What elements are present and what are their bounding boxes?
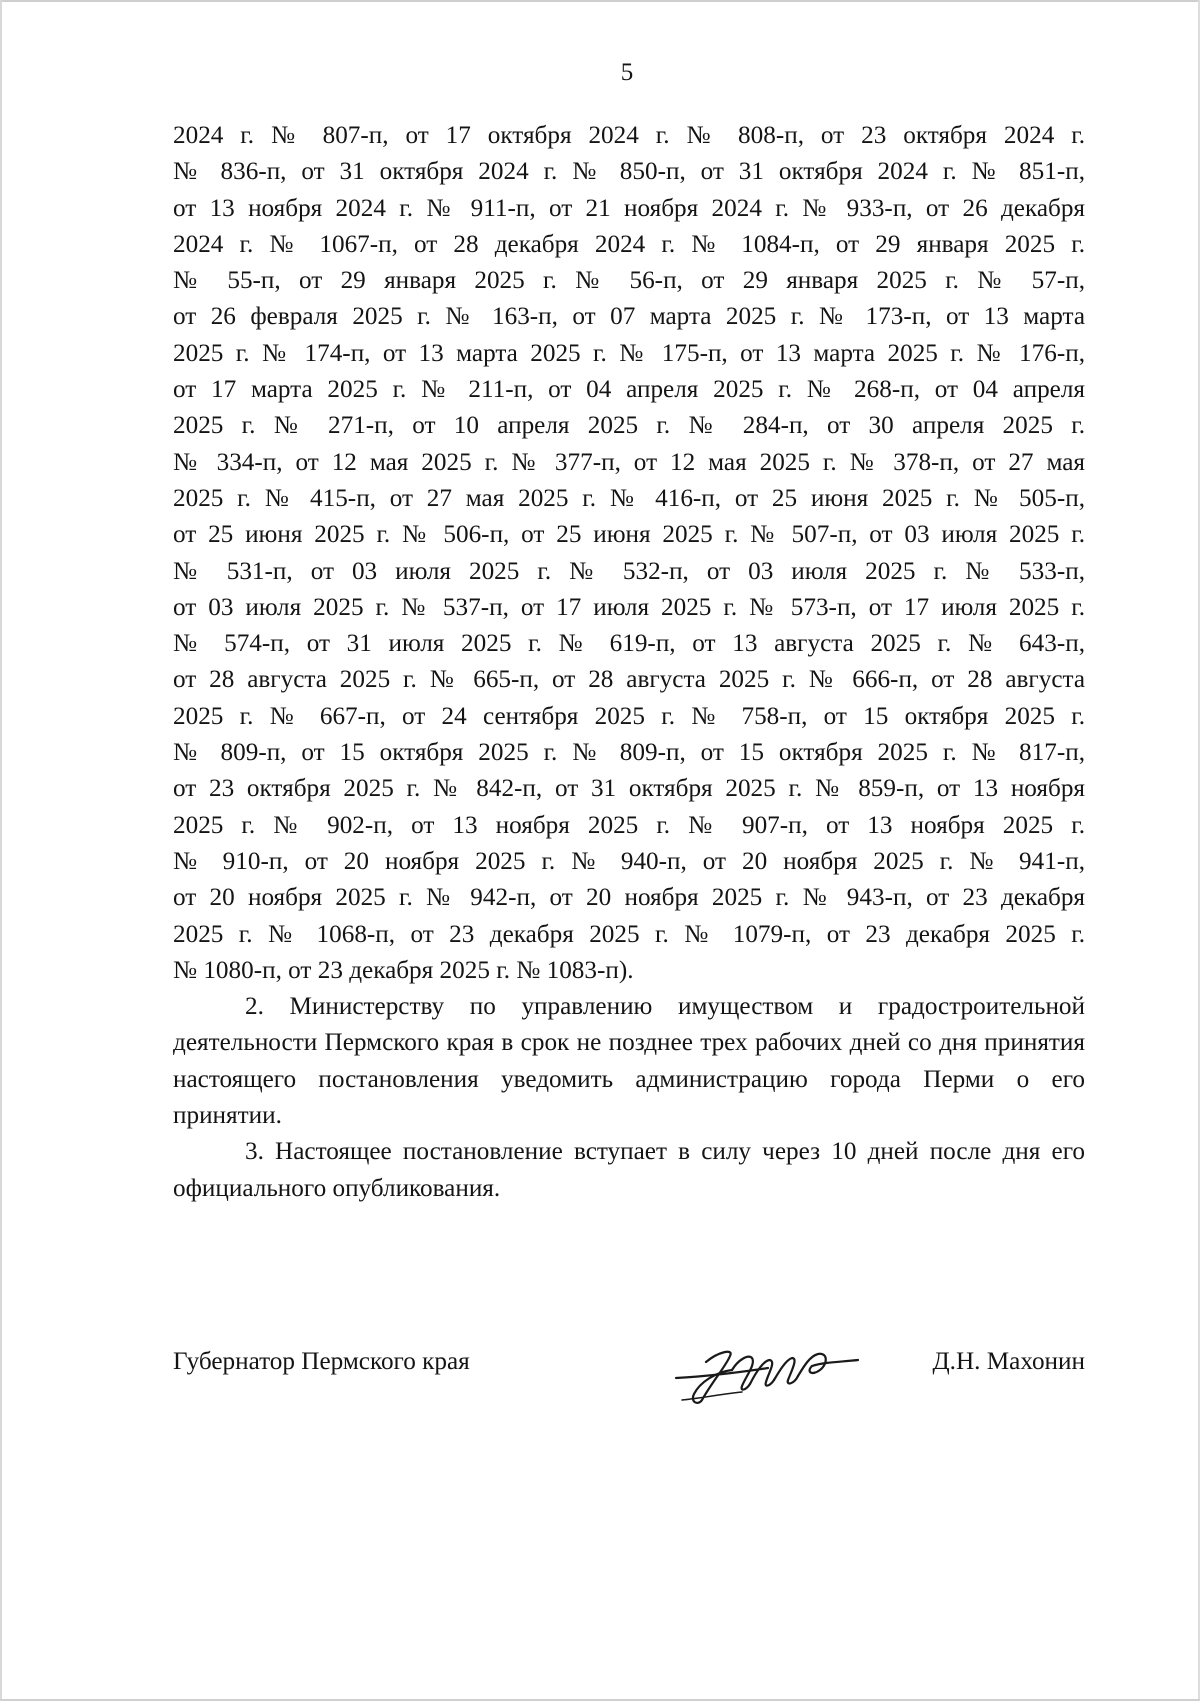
list-line: от 17 марта 2025 г. № 211-п, от 04 апреля 2025 г. № 268-п, от 04 апреля xyxy=(173,376,1085,404)
list-line: № 531-п, от 03 июля 2025 г. № 532-п, от 03 июля 2025 г. № 533-п, xyxy=(173,557,1085,585)
list-line: от 28 августа 2025 г. № 665-п, от 28 августа 2025 г. № 666-п, от 28 августа xyxy=(173,666,1085,694)
list-line: № 1080-п, от 23 декабря 2025 г. № 1083-п). xyxy=(173,956,634,984)
signer-title: Губернатор Пермского края xyxy=(173,1348,470,1375)
list-line: № 836-п, от 31 октября 2024 г. № 850-п, от 31 октября 2024 г. № 851-п, xyxy=(173,158,1085,186)
list-line: от 25 июня 2025 г. № 506-п, от 25 июня 2025 г. № 507-п, от 03 июля 2025 г. xyxy=(173,521,1085,549)
list-line: 2025 г. № 271-п, от 10 апреля 2025 г. № 284-п, от 30 апреля 2025 г. xyxy=(173,412,1085,440)
list-line: № 334-п, от 12 мая 2025 г. № 377-п, от 12 мая 2025 г. № 378-п, от 27 мая xyxy=(173,448,1085,476)
resolution-list-paragraph xyxy=(173,118,1085,989)
handwritten-signature-icon xyxy=(672,1342,862,1408)
scan-edge-left xyxy=(0,0,2,1701)
signer-name: Д.Н. Махонин xyxy=(932,1348,1085,1375)
page-number: 5 xyxy=(620,59,634,86)
list-line: от 26 февраля 2025 г. № 163-п, от 07 марта 2025 г. № 173-п, от 13 марта xyxy=(173,303,1085,331)
paragraph-2: 2. Министерству по управлению имуществом и градостроительной деятельности Пермского края в срок не позднее трех рабочих дней со дня принятия настоящего постановления уведомить администрацию города Перми о его принятии. xyxy=(173,993,1085,1130)
list-line: от 23 октября 2025 г. № 842-п, от 31 октября 2025 г. № 859-п, от 13 ноября xyxy=(173,775,1085,803)
signature-block xyxy=(173,1346,1085,1386)
list-line: 2024 г. № 1067-п, от 28 декабря 2024 г. № 1084-п, от 29 января 2025 г. xyxy=(173,230,1085,258)
list-line: 2025 г. № 1068-п, от 23 декабря 2025 г. № 1079-п, от 23 декабря 2025 г. xyxy=(173,920,1085,948)
list-line: 2025 г. № 667-п, от 24 сентября 2025 г. № 758-п, от 15 октября 2025 г. xyxy=(173,702,1085,730)
list-line: № 55-п, от 29 января 2025 г. № 56-п, от 29 января 2025 г. № 57-п, xyxy=(173,267,1085,295)
list-line: 2025 г. № 415-п, от 27 мая 2025 г. № 416-п, от 25 июня 2025 г. № 505-п, xyxy=(173,484,1085,512)
list-line: от 20 ноября 2025 г. № 942-п, от 20 ноября 2025 г. № 943-п, от 23 декабря xyxy=(173,884,1085,912)
list-line: № 910-п, от 20 ноября 2025 г. № 940-п, от 20 ноября 2025 г. № 941-п, xyxy=(173,847,1085,875)
list-line: № 574-п, от 31 июля 2025 г. № 619-п, от 13 августа 2025 г. № 643-п, xyxy=(173,630,1085,658)
list-line: 2025 г. № 174-п, от 13 марта 2025 г. № 175-п, от 13 марта 2025 г. № 176-п, xyxy=(173,339,1085,367)
scan-edge-top xyxy=(0,0,1200,2)
list-line: № 809-п, от 15 октября 2025 г. № 809-п, от 15 октября 2025 г. № 817-п, xyxy=(173,739,1085,767)
list-line: от 13 ноября 2024 г. № 911-п, от 21 ноября 2024 г. № 933-п, от 26 декабря xyxy=(173,194,1085,222)
document-body xyxy=(173,118,1085,1207)
list-line: от 03 июля 2025 г. № 537-п, от 17 июля 2025 г. № 573-п, от 17 июля 2025 г. xyxy=(173,593,1085,621)
paragraph-3: 3. Настоящее постановление вступает в силу через 10 дней после дня его официального опубликования. xyxy=(173,1138,1085,1202)
list-line: 2024 г. № 807-п, от 17 октября 2024 г. № 808-п, от 23 октября 2024 г. xyxy=(173,122,1085,149)
list-line: 2025 г. № 902-п, от 13 ноября 2025 г. № 907-п, от 13 ноября 2025 г. xyxy=(173,811,1085,839)
